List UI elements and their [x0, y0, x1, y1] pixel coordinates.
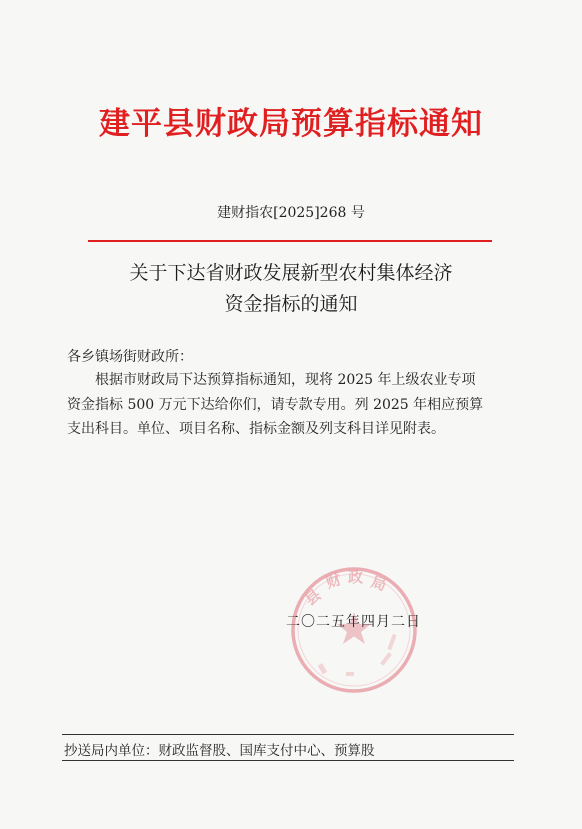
body-paragraph	[67, 368, 514, 442]
issue-date: 二〇二五年四月二日	[286, 614, 421, 630]
body-line: 资金指标 500 万元下达给你们，请专款专用。列 2025 年相应预算	[67, 396, 484, 413]
salutation: 各乡镇场街财政所：	[67, 349, 193, 365]
cc-divider-bottom	[62, 760, 514, 761]
svg-text:县: 县	[301, 585, 325, 610]
cc-recipients: 抄送局内单位：财政监督股、国库支付中心、预算股	[64, 743, 375, 759]
title-line: 资金指标的通知	[224, 293, 358, 315]
svg-text:政: 政	[348, 568, 364, 586]
red-divider	[88, 240, 492, 242]
body-line: 根据市财政局下达预算指标通知，现将 2025 年上级农业专项	[95, 372, 476, 388]
document-number: 建财指农[2025]268 号	[217, 205, 365, 221]
svg-text:财: 财	[323, 570, 344, 592]
masthead-title: 建平县财政局预算指标通知	[99, 106, 483, 142]
title-line: 关于下达省财政发展新型农村集体经济	[129, 262, 453, 284]
body-line: 支出科目。单位、项目名称、指标金额及列支科目详见附表。	[67, 421, 445, 437]
svg-text:局: 局	[368, 572, 389, 595]
cc-divider-top	[62, 734, 514, 735]
document-title	[0, 258, 582, 320]
